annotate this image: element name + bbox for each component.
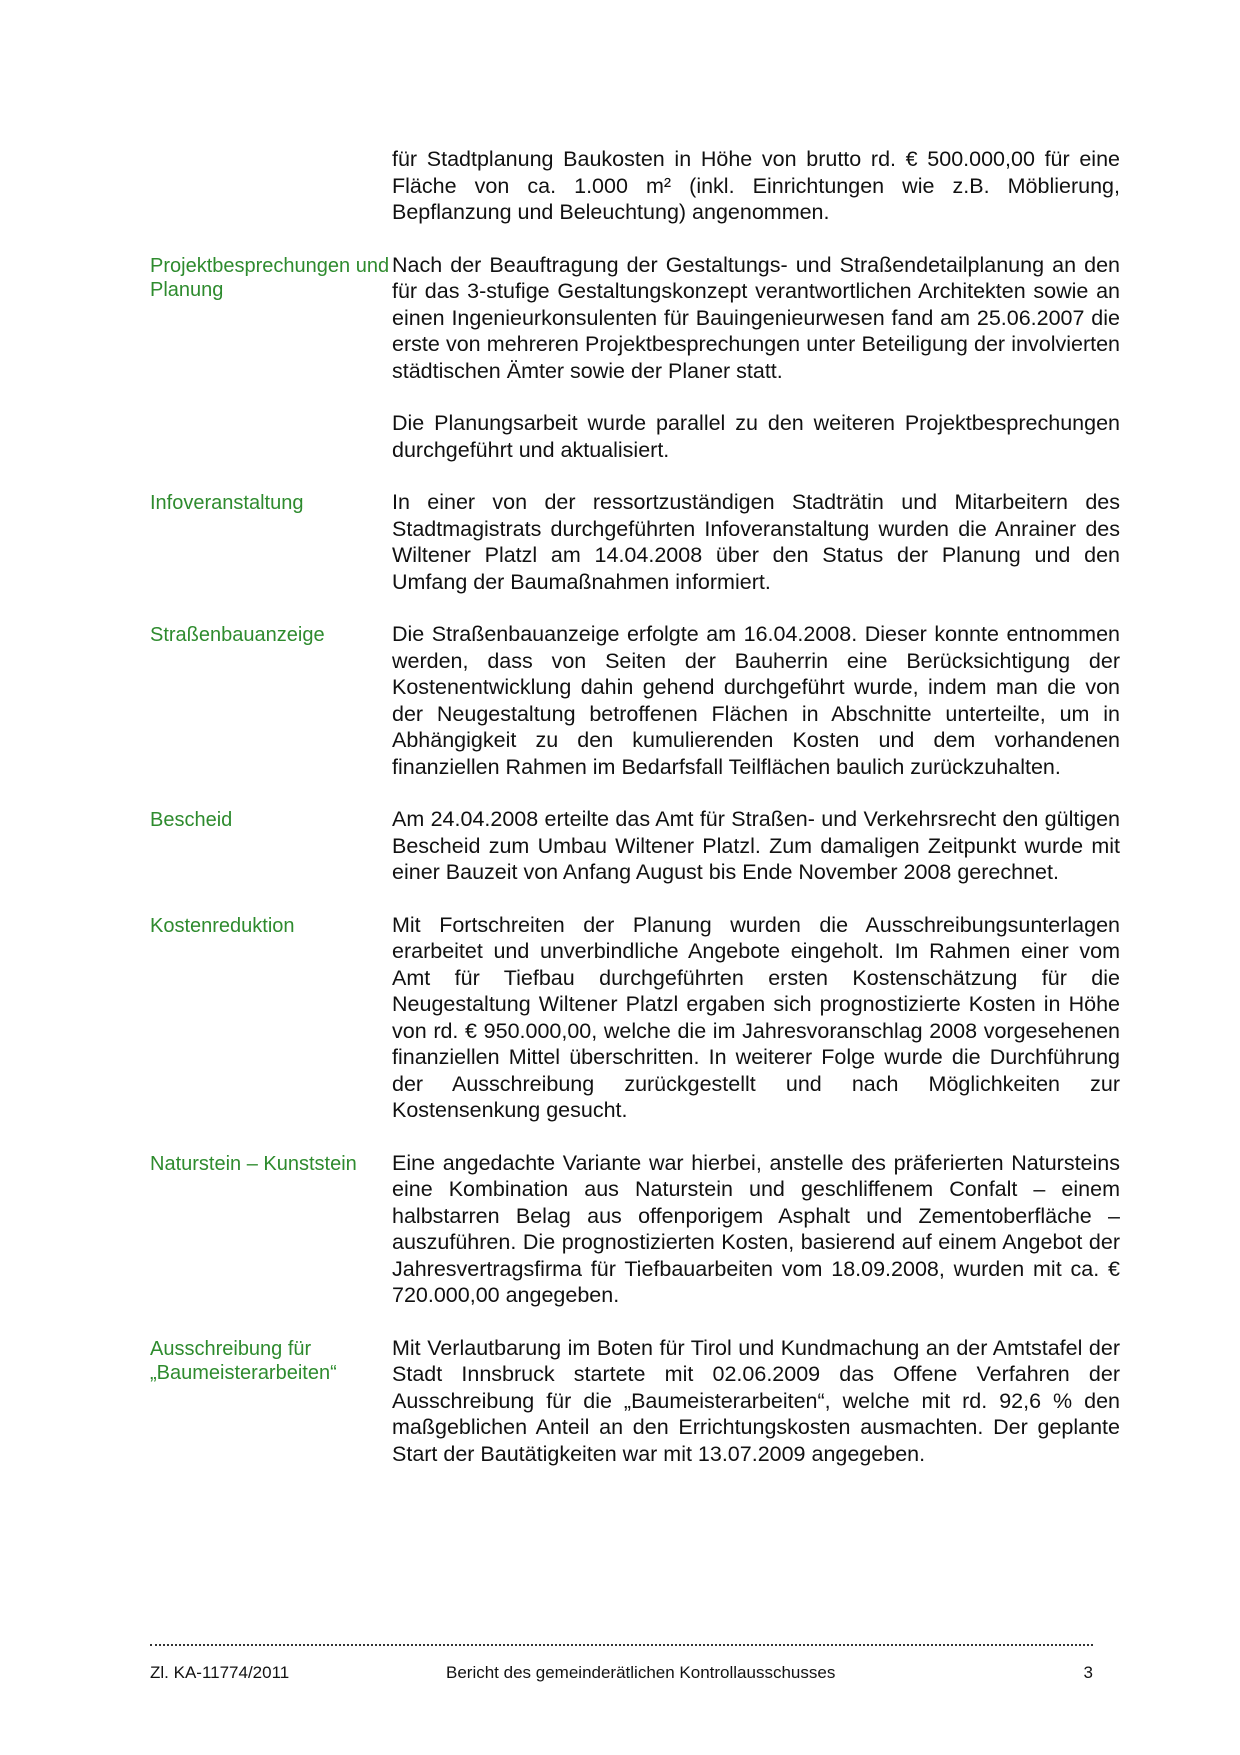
side-heading: Projektbesprechungen und Planung: [150, 254, 390, 301]
section-intro-continuation: [150, 146, 1120, 226]
paragraph: In einer von der ressortzuständigen Stadträtin und Mitarbeitern des Stadtmagistrats durchgeführten Infoveranstaltung wurden die Anrainer des Wiltener Platzl am 14.04.2008 über den Status der Planung und den Umfang der Baumaßnahmen informiert.: [392, 490, 1120, 594]
report-body: [150, 146, 1120, 1493]
section-text: [392, 1150, 1120, 1309]
side-heading: Naturstein – Kunststein: [150, 1152, 357, 1175]
paragraph: Am 24.04.2008 erteilte das Amt für Straßen- und Verkehrsrecht den gültigen Bescheid zum Umbau Wiltener Platzl. Zum damaligen Zeitpunkt wurde mit einer Bauzeit von Anfang August bis Ende November 2008 gerechnet.: [392, 807, 1120, 884]
section-ausschreibung: [150, 1335, 1120, 1468]
paragraph: für Stadtplanung Baukosten in Höhe von brutto rd. € 500.000,00 für eine Fläche von ca. 1.000 m² (inkl. Einrichtungen wie z.B. Möblierung, Bepflanzung und Beleuchtung) angenommen.: [392, 147, 1120, 224]
section-naturstein-kunststein: [150, 1150, 1120, 1309]
footer-title: Bericht des gemeinderätlichen Kontrollausschusses: [446, 1663, 836, 1682]
section-text: [392, 1335, 1120, 1468]
footer-divider: [150, 1644, 1093, 1646]
side-heading: Infoveranstaltung: [150, 492, 304, 514]
side-heading: Kostenreduktion: [150, 914, 295, 937]
paragraph: Mit Fortschreiten der Planung wurden die Ausschreibungsunterlagen erarbeitet und unverbindliche Angebote eingeholt. Im Rahmen einer vom Amt für Tiefbau durchgeführten ersten Kostenschätzung für die Neugestaltung Wiltener Platzl ergaben sich prognostizierte Kosten in Höhe von rd. € 950.000,00, welche die im Jahresvoranschlag 2008 vorgesehenen finanziellen Mittel überschritten. In weiterer Folge wurde die Durchführung der Ausschreibung zurückgestellt und nach Möglichkeiten zur Kostensenkung gesucht.: [392, 912, 1120, 1122]
paragraph: Die Straßenbauanzeige erfolgte am 16.04.2008. Dieser konnte entnommen werden, dass von Seiten der Bauherrin eine Berücksichtigung der Kostenentwicklung dahin gehend durchgeführt wurde, indem man die von der Neugestaltung betroffenen Flächen in Abschnitte unterteilte, um in Abhängigkeit zu den kumulierenden Kosten und dem vorhandenen finanziellen Rahmen im Bedarfsfall Teilflächen baulich zurückzuhalten.: [392, 622, 1120, 779]
side-heading: Straßenbauanzeige: [150, 624, 325, 646]
paragraph: Eine angedachte Variante war hierbei, anstelle des präferierten Natursteins eine Kombination aus Naturstein und geschliffenem Confalt – einem halbstarren Belag aus offenporigem Asphalt und Zementoberfläche – auszuführen. Die prognostizierten Kosten, basierend auf einem Angebot der Jahresvertragsfirma für Tiefbauarbeiten vom 18.09.2008, wurden mit ca. € 720.000,00 angegeben.: [392, 1150, 1120, 1307]
section-text: [392, 489, 1120, 595]
page-number: 3: [1083, 1663, 1093, 1682]
section-strassenbauanzeige: [150, 621, 1120, 780]
side-heading: [150, 146, 392, 226]
section-text: [392, 146, 1120, 226]
section-projektbesprechungen: [150, 252, 1120, 464]
section-infoveranstaltung: [150, 489, 1120, 595]
paragraph: Die Planungsarbeit wurde parallel zu den weiteren Projektbesprechungen durchgeführt und aktualisiert.: [392, 411, 1120, 462]
section-bescheid: [150, 806, 1120, 886]
section-text: [392, 252, 1120, 464]
side-heading: Ausschreibung für „Baumeisterarbeiten“: [150, 1337, 337, 1384]
section-kostenreduktion: [150, 912, 1120, 1124]
section-text: [392, 806, 1120, 886]
side-heading: Bescheid: [150, 809, 233, 831]
footer-reference: Zl. KA-11774/2011: [150, 1663, 290, 1682]
paragraph: Mit Verlautbarung im Boten für Tirol und Kundmachung an der Amtstafel der Stadt Innsbruck startete mit 02.06.2009 das Offene Verfahren der Ausschreibung für die „Baumeisterarbeiten“, welche mit rd. 92,6 % den maßgeblichen Anteil an den Errichtungskosten ausmachten. Der geplante Start der Bautätigkeiten war mit 13.07.2009 angegeben.: [392, 1335, 1120, 1466]
paragraph: Nach der Beauftragung der Gestaltungs- und Straßendetailplanung an den für das 3-stufige Gestaltungskonzept verantwortlichen Architekten sowie an einen Ingenieurkonsulenten für Bauingenieurwesen fand am 25.06.2007 die erste von mehreren Projektbesprechungen unter Beteiligung der involvierten städtischen Ämter sowie der Planer statt.: [392, 252, 1120, 383]
section-text: [392, 912, 1120, 1124]
section-text: [392, 621, 1120, 780]
